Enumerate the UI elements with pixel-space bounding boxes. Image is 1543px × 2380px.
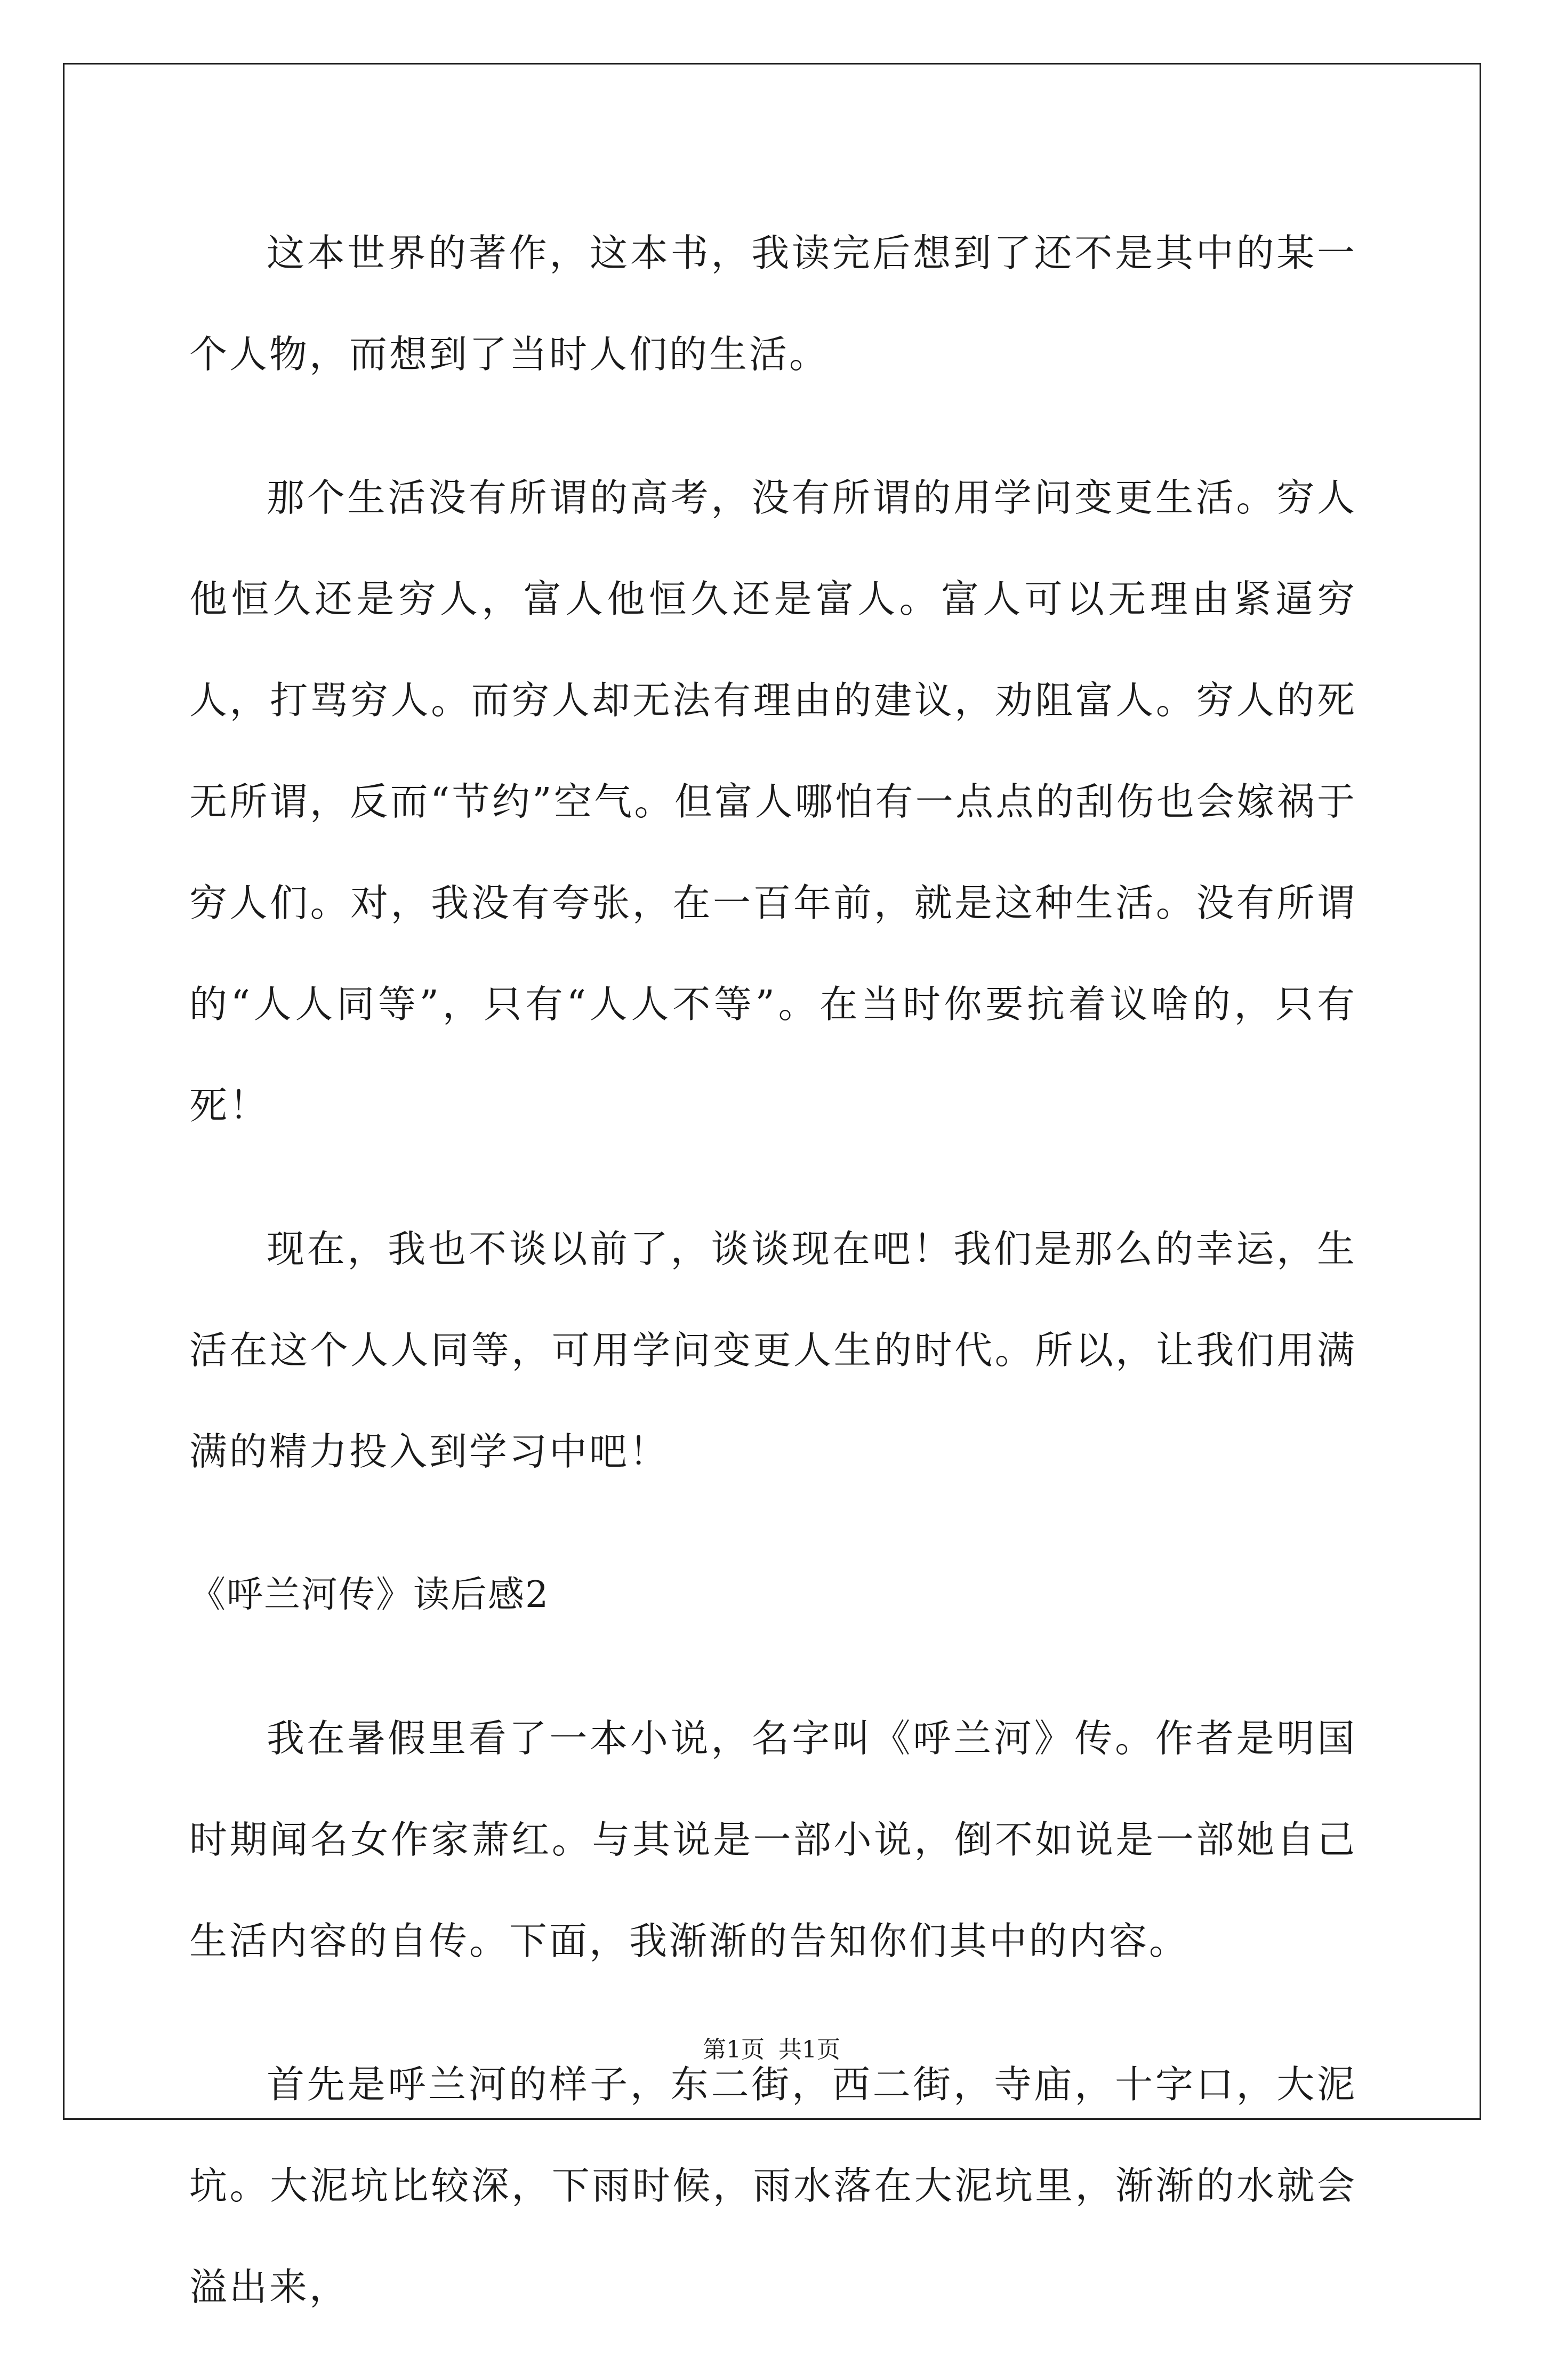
paragraph: 我在暑假里看了一本小说，名字叫《呼兰河》传。作者是明国时期闻名女作家萧红。与其说是一部小说，倒不如说是一部她自己生活内容的自传。下面，我渐渐的告知你们其中的内容。 bbox=[189, 1716, 1357, 1963]
paragraph: 现在，我也不谈以前了，谈谈现在吧！我们是那么的幸运，生活在这个人人同等，可用学问变更人生的时代。所以，让我们用满满的精力投入到学习中吧！ bbox=[189, 1227, 1357, 1474]
page-number-current: 第1页 bbox=[703, 2036, 765, 2063]
page-footer bbox=[0, 2034, 1543, 2066]
section-heading: 《呼兰河传》读后感2 bbox=[189, 1574, 550, 1616]
paragraph: 首先是呼兰河的样子，东二街，西二街，寺庙，十字口，大泥坑。大泥坑比较深，下雨时候，雨水落在大泥坑里，渐渐的水就会溢出来， bbox=[189, 2062, 1357, 2309]
paragraph: 那个生活没有所谓的高考，没有所谓的用学问变更生活。穷人他恒久还是穷人，富人他恒久还是富人。富人可以无理由紧逼穷人，打骂穷人。而穷人却无法有理由的建议，劝阻富人。穷人的死无所谓，反而“节约”空气。但富人哪怕有一点点的刮伤也会嫁祸于穷人们。对，我没有夸张，在一百年前，就是这种生活。没有所谓的“人人同等”，只有“人人不等”。在当时你要抗着议啥的，只有死！ bbox=[189, 476, 1357, 1128]
page-number-total: 共1页 bbox=[778, 2036, 840, 2063]
paragraph: 这本世界的著作，这本书，我读完后想到了还不是其中的某一个人物，而想到了当时人们的生活。 bbox=[189, 231, 1357, 376]
